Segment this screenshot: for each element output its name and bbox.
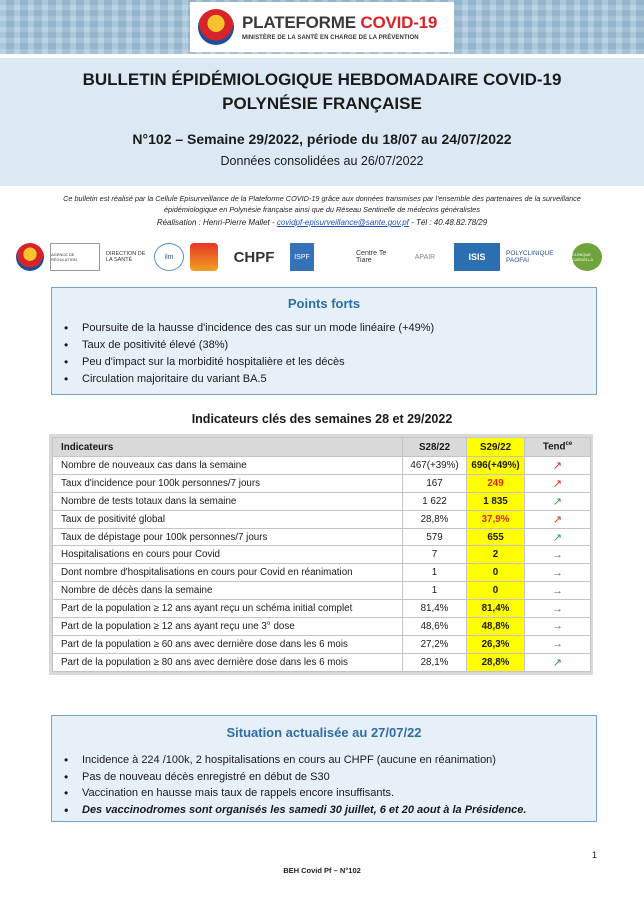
- s28-value: 28,1%: [403, 653, 467, 671]
- list-item: • Peu d'impact sur la morbidité hospitalière et les décès: [64, 354, 596, 371]
- table-row: [53, 582, 591, 600]
- table-row: [53, 618, 591, 636]
- banner-subtitle: MINISTÈRE DE LA SANTÉ EN CHARGE DE LA PRÉVENTION: [242, 35, 419, 41]
- isis-logo: ISIS: [454, 243, 500, 271]
- indicator-label: Nombre de tests totaux dans la semaine: [53, 492, 403, 510]
- list-item: • Pas de nouveau décès enregistré en début de S30: [64, 769, 596, 786]
- arass-logo: AGENCE DE RÉGULATION: [50, 243, 100, 271]
- trend-arrow-icon: →: [525, 635, 591, 653]
- list-item: • Incidence à 224 /100k, 2 hospitalisations en cours au CHPF (aucune en réanimation): [64, 752, 596, 769]
- table-row: [53, 600, 591, 618]
- banner-title-part2: COVID-19: [360, 13, 438, 32]
- s28-value: 1: [403, 582, 467, 600]
- indicator-label: Nombre de nouveaux cas dans la semaine: [53, 457, 403, 475]
- s29-value: 26,3%: [467, 635, 525, 653]
- table-row: [53, 653, 591, 671]
- s29-value: 28,8%: [467, 653, 525, 671]
- indicator-label: Nombre de décès dans la semaine: [53, 582, 403, 600]
- contact-phone: - Tél : 40.48.82.78/29: [408, 218, 488, 227]
- list-item: • Circulation majoritaire du variant BA.5: [64, 371, 596, 388]
- indicators-table-body: [53, 457, 591, 672]
- page-footer: BEH Covid Pf – N°102: [283, 866, 361, 875]
- trend-arrow-icon: ↗: [525, 528, 591, 546]
- s28-value: 81,4%: [403, 600, 467, 618]
- banner-title: [242, 13, 437, 33]
- header-tendance-label: Tend: [542, 441, 566, 453]
- indicator-label: Part de la population ≥ 12 ans ayant reçu une 3° dose: [53, 618, 403, 636]
- s29-value: 2: [467, 546, 525, 564]
- s28-value: 1 622: [403, 492, 467, 510]
- table-row: [53, 492, 591, 510]
- partner-logos: [16, 240, 632, 274]
- list-item: • Taux de positivité élevé (38%): [64, 337, 596, 354]
- s29-value: 0: [467, 582, 525, 600]
- s29-value: 249: [467, 474, 525, 492]
- indicator-label: Part de la population ≥ 60 ans avec dernière dose dans les 6 mois: [53, 635, 403, 653]
- trend-arrow-icon: →: [525, 600, 591, 618]
- direction-sante-logo: DIRECTION DE LA SANTÉ: [106, 251, 146, 263]
- s29-value: 1 835: [467, 492, 525, 510]
- territory-title: POLYNÉSIE FRANÇAISE: [222, 94, 422, 113]
- s29-value: 655: [467, 528, 525, 546]
- realisation-line: [0, 218, 644, 227]
- s29-value: 0: [467, 564, 525, 582]
- table-header-row: [53, 438, 591, 457]
- realisation-author: Réalisation : Henri-Pierre Mallet -: [156, 218, 277, 227]
- situation-list: [64, 752, 596, 818]
- points-forts-box: [51, 287, 597, 395]
- table-row: [53, 546, 591, 564]
- trend-arrow-icon: ↗: [525, 457, 591, 475]
- indicator-label: Part de la population ≥ 80 ans avec dernière dose dans les 6 mois: [53, 653, 403, 671]
- s29-value: 48,8%: [467, 618, 525, 636]
- s28-value: 467(+39%): [403, 457, 467, 475]
- s28-value: 167: [403, 474, 467, 492]
- header-indicateurs: Indicateurs: [53, 438, 403, 457]
- issue-period: N°102 – Semaine 29/2022, période du 18/07 au 24/07/2022: [132, 131, 512, 147]
- table-row: [53, 510, 591, 528]
- ilm-logo: ilm: [154, 243, 184, 271]
- trend-arrow-icon: ↗: [525, 492, 591, 510]
- s29-value: 81,4%: [467, 600, 525, 618]
- clinique-cardella-logo: CLINIQUE CARDELLA: [572, 243, 602, 271]
- bird-logo: [320, 243, 350, 271]
- title-block: [0, 58, 644, 186]
- indicator-label: Taux de positivité global: [53, 510, 403, 528]
- bulletin-title: BULLETIN ÉPIDÉMIOLOGIQUE HEBDOMADAIRE COVID-19: [82, 70, 562, 89]
- s28-value: 27,2%: [403, 635, 467, 653]
- table-row: [53, 457, 591, 475]
- header-tendance-sup: ce: [565, 441, 573, 448]
- consolidation-date: Données consolidées au 26/07/2022: [220, 154, 424, 168]
- s28-value: 579: [403, 528, 467, 546]
- s29-value: 37,9%: [467, 510, 525, 528]
- situation-box: [51, 715, 597, 822]
- list-item: • Vaccination en hausse mais taux de rappels encore insuffisants.: [64, 785, 596, 802]
- header-tendance: [525, 438, 591, 457]
- points-forts-list: [64, 320, 596, 388]
- indicator-label: Part de la population ≥ 12 ans ayant reçu un schéma initial complet: [53, 600, 403, 618]
- polynesie-emblem-icon: [198, 9, 234, 45]
- credits-text: Ce bulletin est réalisé par la Cellule Episurveillance de la Plateforme COVID-19 grâce aux données transmises par l'ensemble des partenaires de la surveillance épidémiologique en Polynésie française ainsi que du Réseau Sentinelle de médecins généralistes: [63, 194, 581, 214]
- s28-value: 7: [403, 546, 467, 564]
- table-row: [53, 564, 591, 582]
- indicator-label: Taux d'incidence pour 100k personnes/7 jours: [53, 474, 403, 492]
- list-item-emphasis: • Des vaccinodromes sont organisés les samedi 30 juillet, 6 et 20 aout à la Présidence.: [64, 802, 596, 819]
- s28-value: 48,6%: [403, 618, 467, 636]
- trend-arrow-icon: →: [525, 546, 591, 564]
- ispf-logo: ISPF: [290, 243, 314, 271]
- s28-value: 28,8%: [403, 510, 467, 528]
- contact-email-link[interactable]: covidpf-episurveillance@sante.gov.pf: [276, 218, 409, 227]
- trend-arrow-icon: →: [525, 582, 591, 600]
- table-row: [53, 528, 591, 546]
- indicator-label: Taux de dépistage pour 100k personnes/7 jours: [53, 528, 403, 546]
- table-row: [53, 474, 591, 492]
- page-number: 1: [592, 850, 598, 860]
- trend-arrow-icon: →: [525, 564, 591, 582]
- centre-te-tiare-logo: Centre Te Tiare: [356, 250, 387, 264]
- top-banner: [0, 0, 644, 54]
- trend-arrow-icon: ↗: [525, 653, 591, 671]
- pf-emblem-logo: [16, 243, 44, 271]
- table-row: [53, 635, 591, 653]
- indicators-title: Indicateurs clés des semaines 28 et 29/2022: [191, 412, 453, 426]
- situation-title: Situation actualisée au 27/07/22: [226, 725, 422, 740]
- paofai-logo: POLYCLINIQUE PAOFAI: [506, 250, 554, 264]
- red-figure-logo: [190, 243, 218, 271]
- indicators-table: [52, 437, 591, 672]
- trend-arrow-icon: →: [525, 618, 591, 636]
- points-forts-title: Points forts: [287, 296, 361, 311]
- indicator-label: Hospitalisations en cours pour Covid: [53, 546, 403, 564]
- s29-value: 696(+49%): [467, 457, 525, 475]
- trend-arrow-icon: ↗: [525, 474, 591, 492]
- indicator-label: Dont nombre d'hospitalisations en cours pour Covid en réanimation: [53, 564, 403, 582]
- header-s29: S29/22: [467, 438, 525, 457]
- indicators-table-wrapper: [49, 434, 593, 675]
- trend-arrow-icon: ↗: [525, 510, 591, 528]
- banner-title-part1: PLATEFORME: [242, 13, 361, 32]
- s28-value: 1: [403, 564, 467, 582]
- plateforme-logo-block: [190, 2, 454, 52]
- chpf-logo: CHPF: [233, 248, 275, 266]
- apair-logo: APAIR: [414, 253, 436, 261]
- list-item: • Poursuite de la hausse d'incidence des cas sur un mode linéaire (+49%): [64, 320, 596, 337]
- header-s28: S28/22: [403, 438, 467, 457]
